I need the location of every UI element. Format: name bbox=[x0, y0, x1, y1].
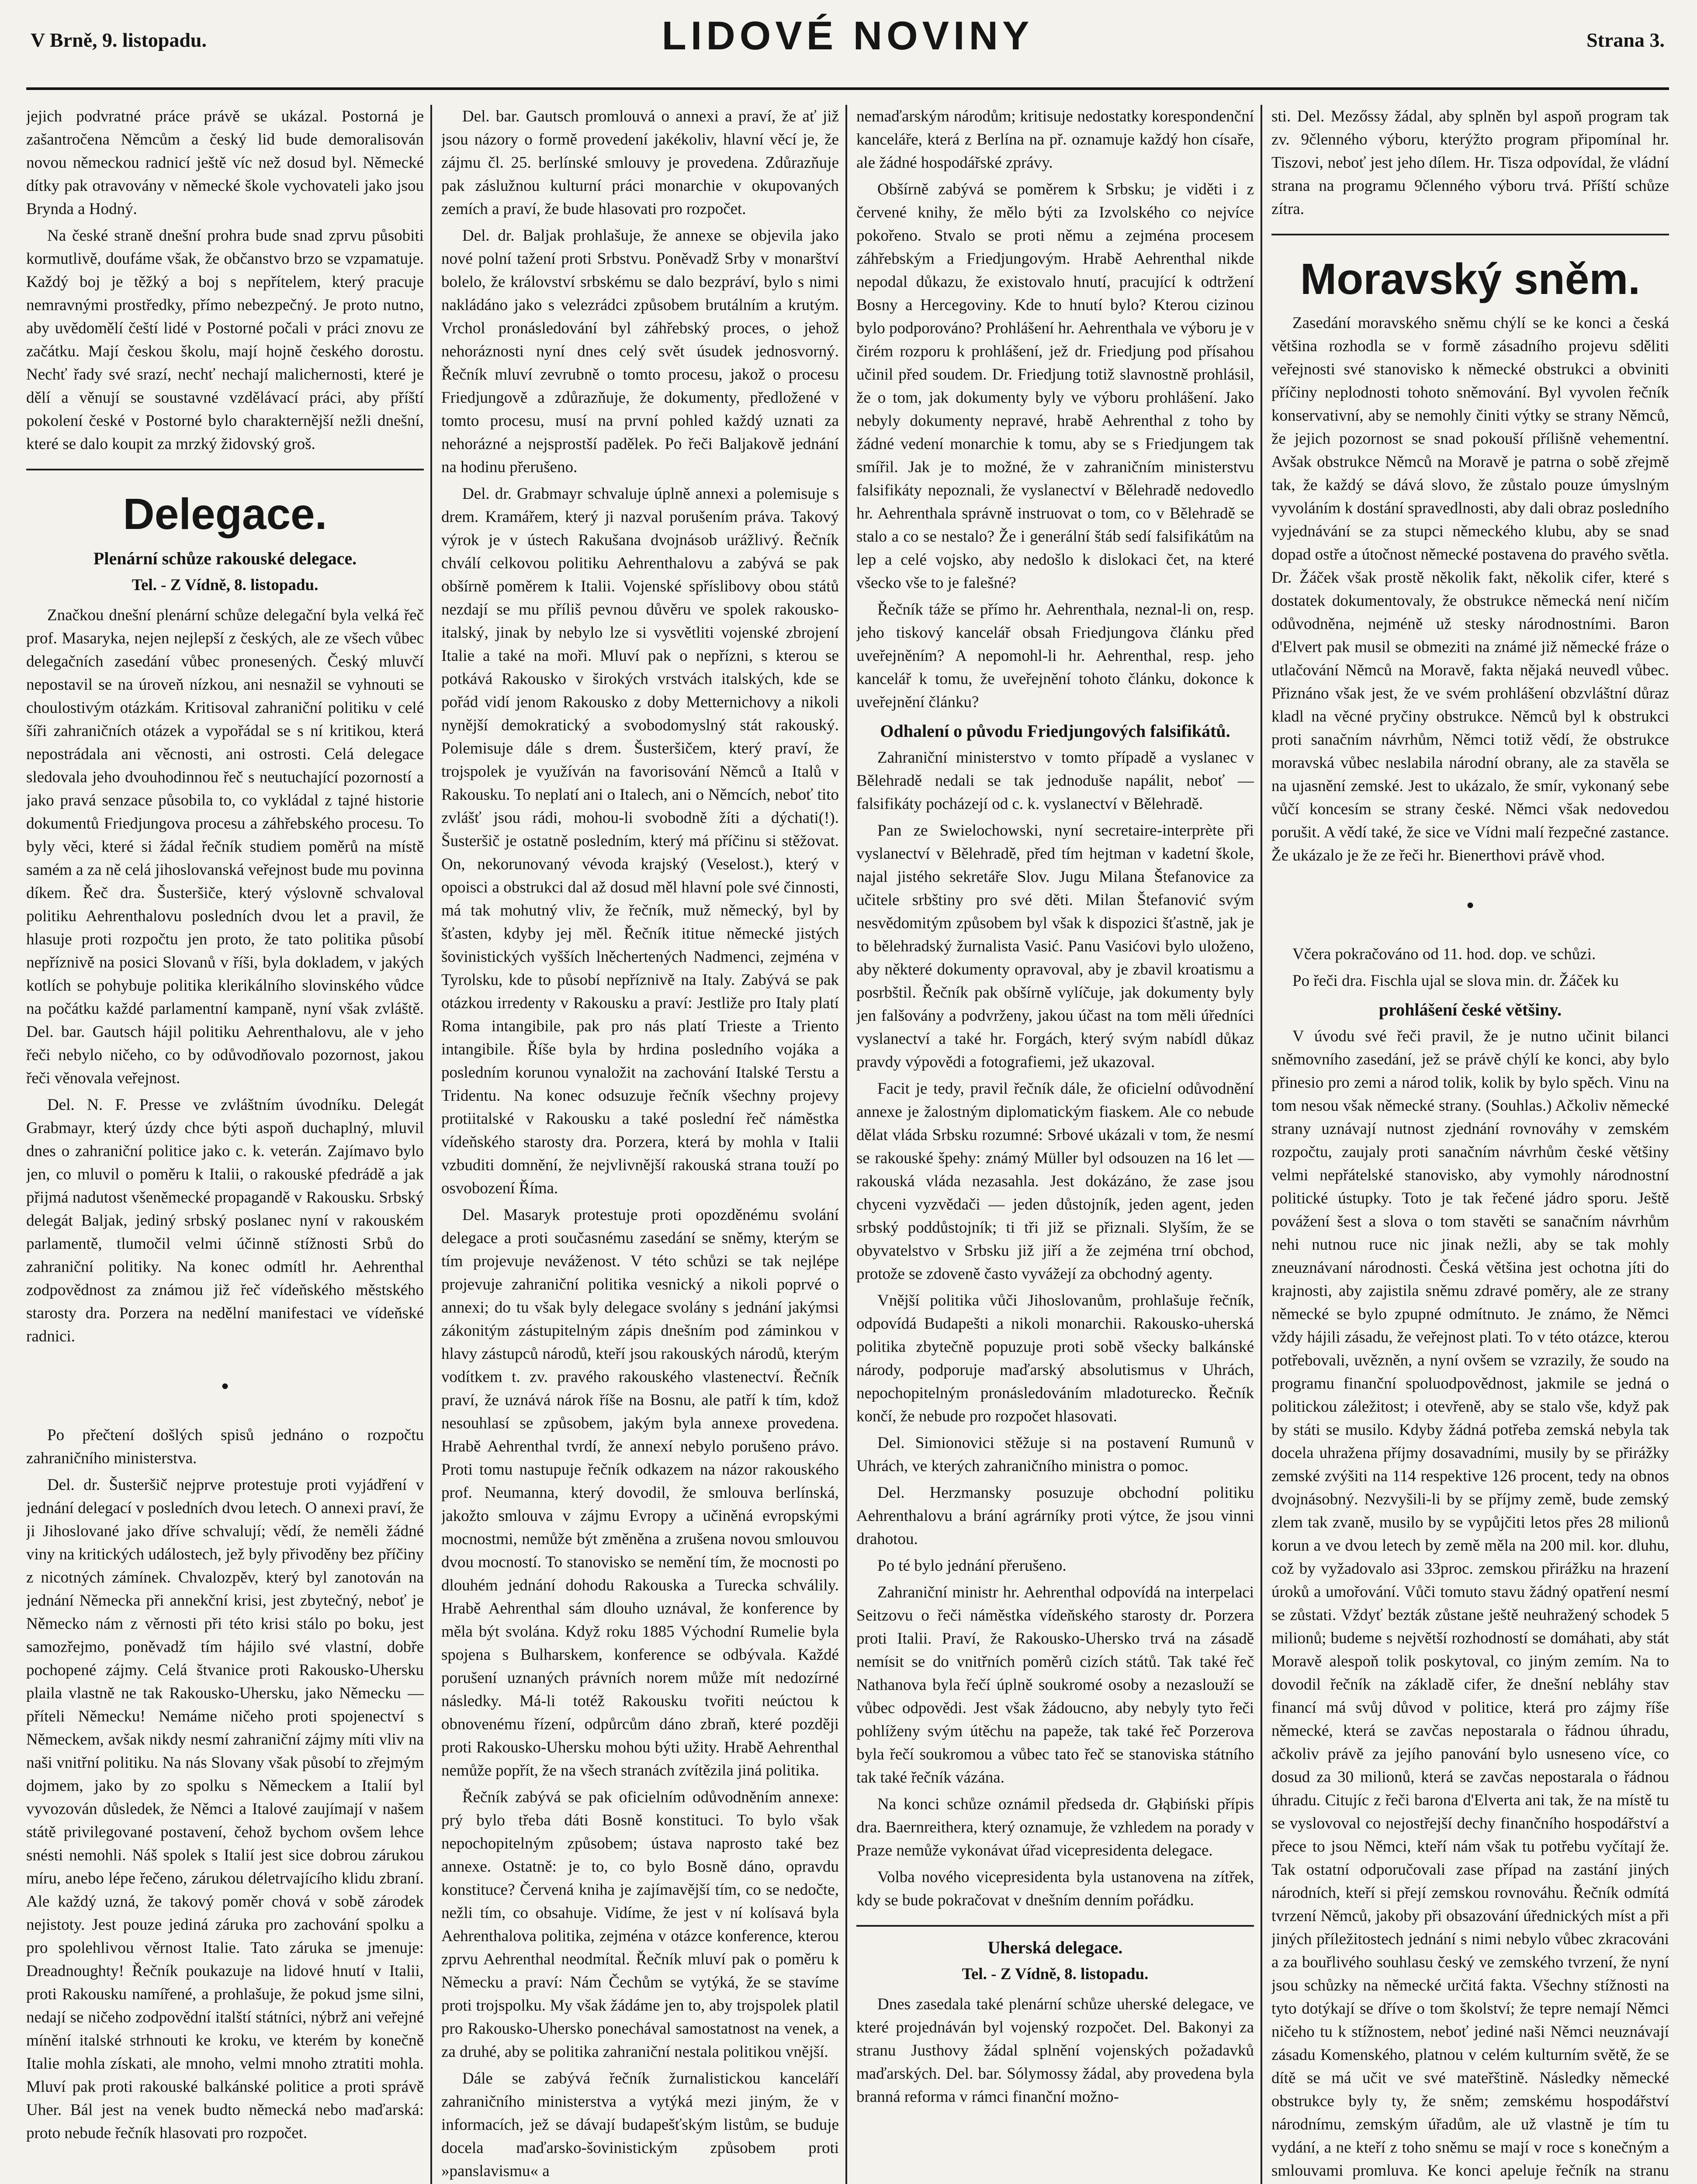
paragraph: Zasedání moravského sněmu chýlí se ke konci a česká většina rozhodla se v formě zásadního projevu sděliti veřejnosti své stanovisko k německé obstrukci a obviniti příčiny neplodnosti tohoto sněmování. Byl vyvolen řečník konservativní, aby se nemohly činiti výtky se strany Němců, že jejich pozornost se snad pokouší přílišně vehementní. Avšak obstrukce Němců na Moravě je patrna o sobě zřejmě tak, že každý se dává slovo, že zůstalo pouze úmyslným vyvoláním k dostání spravedlnosti, aby dali obraz posledního vyjednávání se za stupci německého klubu, aby se snad dopad ostře a útočnost německé postavena do pravého světla. Dr. Žáček však prostě několik fakt, několik cifer, které s dostatek dokumentovaly, že obstrukce německá není ničím odůvodněna, nejméně už stesky národnostními. Baron d'Elvert pak musil se obmeziti na známé již německé fráze o utlačování Němců na Moravě, fakta nějaká neuvedl vůbec. Přiznáno však jest, že ve svém prohlášení obzvláštní důraz kladl na věcné pryčiny obstrukce. Němců byl k obstrukci proti sanačním návrhům, Němci totiž vědí, že obstrukce moravská vůbec neslabila národní obrany, ale za stavěla se na ujasnění zemské. Jest to ukázalo, že smír, vykonaný sebe vůčí koncesím se strany české. Němci však nedovedou porušit. A vědí také, že sice ve Vídni malí řezpečné zastance. Že ukázalo je že ze řeči hr. Bienerthovi právě vhod. bbox=[1271, 314, 1669, 864]
paragraph: Dnes zasedala také plenární schůze uherské delegace, ve které projednáván byl vojenský rozpočet. Del. Bakonyi za stranu Justhovy žádal splnění vojenských požadavků maďarských. Del. bar. Sólymossy žádal, aby provedena byla branná reforma v rámci finanční možno- bbox=[856, 1995, 1254, 2106]
paragraph: sti. Del. Mezőssy žádal, aby splněn byl aspoň program tak zv. 9členného výboru, kterýžto program připomínal hr. Tiszovi, neboť jest jeho dílem. Hr. Tisza odpovídal, že vládní strana na programu 9členného výboru trvá. Příští schůze zítra. bbox=[1271, 107, 1669, 218]
column-2 bbox=[441, 105, 839, 2184]
paragraph: Del. Herzmansky posuzuje obchodní politiku Aehrenthalovu a brání agrárníky proti výtce, že jsou vinni drahotou. bbox=[856, 1484, 1254, 1548]
paragraph: Del. bar. Gautsch promlouvá o annexi a praví, že ať již jsou názory o formě provedení jakékoliv, hlavní věcí je, že zájmu čl. 25. berlínské smlouvy je provedena. Zdůrazňuje pak záslužnou kulturní práci monarchie v okupovaných zemích a praví, že bude hlasovati pro rozpočet. bbox=[441, 107, 839, 218]
paragraph: Pan ze Swielochowski, nyní secretaire-interprète při vyslanectví v Bělehradě, před tím hejtman v kadetní škole, najal jistého sekretáře Slov. Jugu Milana Štefanovice za učitele srbštiny pro své děti. Milan Štefanović svým nesvědomitým způsobem byl však k dispozici šťastně, jak je to bělehradský žurnalista Vasić. Panu Vasićovi bylo uloženo, aby některé dokumenty opravoval, aby je zbavil kroatismu a posrbštil. Řečník pak obšírně vylíčuje, jak dokumenty byly jen falšovány a podvrženy, jakou účast na tom měli úředníci vyslanectví a také hr. Forgách, který svým nabídl důkaz pravdy výpovědi a fotografiemi, jež ukazoval. bbox=[856, 822, 1254, 1071]
masthead-title: LIDOVÉ NOVINY bbox=[661, 14, 1034, 58]
column-4 bbox=[1271, 105, 1669, 2184]
paragraph: Značkou dnešní plenární schůze delegační byla velká řeč prof. Masaryka, nejen nejlepší z českých, ale ze všech vůbec delegačních zasedání vůbec pronesených. Český mluvčí nepostavil se na úroveň nízkou, ani nesnažil se vyhnouti se choulostivým otázkám. Kritisoval zahraniční politiku v celé šíři zahraničních otázek a vypořádal se s ní kritikou, která nepostrádala ani věcnosti, ani ostrosti. Celá delegace sledovala jeho dvouhodinnou řeč s neutuchající pozorností a jako pravá senzace působila to, co vykládal z tajné historie dokumentů Friedjungova procesu a záhřebského procesu. To byly věci, které si žádal řečník studiem poměrů na místě samém a za ně celá jihoslovanská veřejnost bude mu povinna díkem. Řeč dra. Šusteršiče, který výslovně schvaloval politiku Aehrenthalovu posledních dvou let a pravil, že hlasuje proti rozpočtu jen proto, že tato politika působí nepříznivě na posici Slovanů v říši, byla dokladem, v jakých kotlích se pohybuje politika klerikálního slovinského vůdce na počátku každé parlamentní kampaně, nyní však zvláště. Del. bar. Gautsch hájil politiku Aehrenthalovu, ale v jeho řeči nebylo ničeho, co by odůvodňovalo pozornost, jakou řeči věnovala veřejnost. bbox=[26, 606, 424, 1087]
paragraph: jejich podvratné práce právě se ukázal. Postorná je zašantročena Němcům a český lid bude demoralisován novou německou radnicí ještě víc než dosud byl. Německé dítky pak otravovány v německé škole vychovateli jako jsou Brynda a Hodný. bbox=[26, 107, 424, 218]
paragraph: Facit je tedy, pravil řečník dále, že oficielní odůvodnění annexe je žalostným diplomatickým fiaskem. Ale co nebude dělat vláda Srbsku rozumné: Srbové ukázali v tom, že nesmí se rakouské špehy: známý Müller byl odsouzen na 16 let — rakouská vláda nezasahla. Jest dokázáno, že zase jsou chyceni vyzvědači — jeden důstojník, jeden agent, jeden srbský poddůstojník; ti tři již se přiznali. Slyším, že se obyvatelstvo v Srbsku již jiří a že zejména trní obchod, protože se zdoveně často vyvážejí za obchodný agenty. bbox=[856, 1080, 1254, 1283]
paragraph: Vnější politika vůči Jihoslovanům, prohlašuje řečník, odpovídá Budapešti a nikoli monarchii. Rakousko-uherská politika zbytečně popuzuje proti sobě všecky balkánské národy, podporuje maďarský absolutismus v Uhrách, nepochopitelným pronásledováním mladoturecko. Řečník končí, že nebude pro rozpočet hlasovati. bbox=[856, 1292, 1254, 1425]
dot-separator: ● bbox=[221, 1379, 229, 1393]
subheading: Uherská delegace. bbox=[987, 1938, 1123, 1957]
subheading: prohlášení české většiny. bbox=[1378, 1000, 1562, 1019]
header-page-number: Strana 3. bbox=[1586, 29, 1665, 51]
column-rule bbox=[430, 105, 432, 2184]
paragraph: Řečník zabývá se pak oficielním odůvodněním annexe: prý bylo třeba dáti Bosně konstituci. To bylo však nepochopitelným způsobem; ústava naprosto také bez annexe. Ostatně: je to, co bylo Bosně dáno, opravdu konstituce? Červená kniha je zajímavější tím, co se nedočte, nežli tím, co obsahuje. Vidíme, že jest v ní kolísavá byla Aehrenthalova politika, zejména v otázce konference, kterou zprvu Aehrenthal neodmítal. Řečník mluví pak o poměru k Německu a praví: Nám Čechům se vytýká, že se stavíme proti trojspolku. My však žádáme jen to, aby trojspolek platil pro Rakousko-Uhersko ponechával samostatnost na venek, a za druhé, aby se politika zahraniční nestala politikou vnější. bbox=[441, 1788, 839, 2061]
section-divider bbox=[1271, 234, 1669, 235]
column-rule bbox=[845, 105, 847, 2184]
subheading: Odhalení o původu Friedjungových falsifikátů. bbox=[880, 721, 1230, 741]
dateline: Tel. - Z Vídně, 8. listopadu. bbox=[132, 576, 319, 594]
paragraph: nemaďarským národům; kritisuje nedostatky korespondenční kanceláře, která z Berlína na př. oznamuje každý hon císaře, ale žádné hospodářské zprávy. bbox=[856, 107, 1254, 172]
paragraph: Řečník táže se přímo hr. Aehrenthala, neznal-li on, resp. jeho tiskový kancelář obsah Friedjungova článku před uveřejněním? A nepomohl-li hr. Aehrenthal, resp. jeho kancelář k tomu, že uveřejnění tohoto článku, dokonce k uveřejnění článku? bbox=[856, 601, 1254, 711]
section-title-delegace: Delegace. bbox=[123, 490, 327, 539]
paragraph: Včera pokračováno od 11. hod. dop. ve schůzi. bbox=[1292, 945, 1596, 963]
paragraph: Po té bylo jednání přerušeno. bbox=[877, 1557, 1067, 1575]
section-divider bbox=[856, 1925, 1254, 1927]
paragraph: Del. dr. Šusteršič nejprve protestuje proti vyjádření v jednání delegací v posledních dvou letech. O annexi praví, že ji Jihoslované jako dříve schvalují; vědí, že neměli žádné viny na kritických událostech, jež byly přivoděny bez příčiny z nicotných zámínek. Chvalozpěv, který byl zanotován na jednání Německa při annekční krisi, jest zbytečný, neboť je Německo nám z věrnosti při této krisi stálo po boku, jest samozřejmo, poněvadž tím hájilo své vlastní, dobře pochopené zájmy. Celá štvanice proti Rakousko-Uhersku plaila vlastně ne tak Rakousko-Uhersku, jako Německu — příteli Německu! Nemáme ničeho proti spojenectví s Německem, avšak nikdy nesmí zahraniční zájmy míti vliv na naši vnitřní politiku. Na nás Slovany však působí to zřejmým dojmem, jako by zo spolku s Německem a Italií byl vyvozován důsledek, že Němci a Italové zaujímají v našem státě privilegované postavení, čehož bychom ovšem lehce snésti nemohli. Náš spolek s Italií jest sice dobrou zárukou míru, anebo lépe řečeno, zárukou déletrvajícího klidu zbraní. Ale každý uzná, že takový poměr chová v sobě zárodek nejistoty. Jest pouze jediná záruka pro zachování spolku a pro spolehlivou věrnost Italie. Tato záruka se jmenuje: Dreadnoughty! Řečník poukazuje na lidové hnutí v Italii, proti Rakousku namířené, a prohlašuje, že pokud jsme silni, nedají se ničeho zodpovědní italští státníci, nýbrž ani veřejné mínění italské strhnouti ke kroku, ve kterém by konečně Italie mohla získati, ale mnoho, velmi mnoho ztratiti mohla. Mluví pak proti rakouské balkánské politice a proti správě Uher. Bál jest na venek budto německá nebo maďarská: proto nebude řečník hlasovati pro rozpočet. bbox=[26, 1476, 424, 2142]
paragraph: Obšírně zabývá se poměrem k Srbsku; je viděti i z červené knihy, že mělo býti za Izvolského co nejvíce pokořeno. Stvalo se proti němu a zejména procesem záhřebským a Friedjungovým. Hrabě Aehrenthal nikde nepodal důkazu, že existovalo hnutí, pracující k odtržení Bosny a Hercegoviny. Kde to hnutí bylo? Kterou cizinou bylo podporováno? Prohlášení hr. Aehrenthala ve výboru je v čirém rozporu k prohlášení, jež dr. Friedjung pod přísahou učinil před soudem. Dr. Friedjung totiž slavnostně prohlásil, že o tom, jak dokumenty byly ve výboru prohlášení. Jako nebyly dokumenty nepravé, hrabě Aehrenthal z toho by žádné vedení monarchie k tomu, aby se s Friedjungem tak smířil. Jak je to možné, že v zahraničním ministerstvu falsifikáty nepoznali, že vyslanectví v Bělehradě nedovedlo hr. Aehrenthala správně instruovat o tom, co v Bělehradě se stalo a co se nestalo? Že i generální štáb sedí falsifikátům na lep a celé vojsko, aby nedošlo k dislokaci čet, na které všecko vše to je falešné? bbox=[856, 180, 1254, 592]
paragraph: Del. N. F. Presse ve zvláštním úvodníku. Delegát Grabmayr, který úzdy chce býti aspoň duchaplný, mluvil dnes o zahraniční politice jako c. k. veterán. Zajímavo bylo jen, co mluvil o poměru k Italii, o rakouské pfedrádě a jak přijmá nadutost všeněmecké propagandě v Rakousku. Srbský delegát Baljak, jediný srbský poslanec nyní v rakouském parlamentě, tlumočil velmi účinně stížnosti Srbů do zahraniční politiky. Na konec odmítl hr. Aehrenthal zodpovědnost za známou již řeč vídeňského městského starosty dra. Porzera na nedělní manifestaci ve vídeňské radnici. bbox=[26, 1096, 424, 1345]
paragraph: Na české straně dnešní prohra bude snad zprvu působiti kormutlivě, doufáme však, že občanstvo brzo se vzpamatuje. Každý boj je těžký a boj s nepřítelem, který pracuje nemravnými prostředky, přímo nebezpečný. Je proto nutno, aby uvědomělí čeští lidé v Postorné počali v práci znovu ze začátku. Mají českou školu, mají hojně českého dorostu. Nechť řady své srazí, nechť nechají malichernosti, které je dělí a věnují se soustavné vzdělávací práci, aby příští pokolení české v Postorné bylo charakternější nežli dnešní, které se dalo koupit za mrzký židovský groš. bbox=[26, 227, 424, 453]
paragraph: Del. Masaryk protestuje proti opozděnému svolání delegace a proti současnému zasedání se sněmy, kterým se tím projevuje neváženost. V této schůzi se tak nejlépe projevuje zahraniční politika vesnický a nikoli poprvé o annexi; do tu však byly delegace svolány s jednání jakýmsi zákonitým zástupitelným zápis dnešním pod záminkou v hlavy zástupců národů, kteří jsou rakouských národů, kterým vodítkem t. zv. pravého rakouského vlastenectví. Řečník praví, že uznává nárok říše na Bosnu, ale patří k tím, kdož nesouhlasí se způsobem, jakým byla annexe provedena. Hrabě Aehrenthal tvrdí, že annexí nebylo porušeno právo. Proti tomu nastupuje řečník odkazem na názor rakouského prof. Neumanna, který dovodil, že smlouva berlínská, jakožto smlouva v zájmu Evropy a učiněná evropskými mocnostmi, nemůže být změněna a zrušena novou smlouvou dvou mocností. To stanovisko se nemění tím, že mocnosti po dlouhém jednání dohodu Rakouska a Turecka schválily. Hrabě Aehrenthal sám dlouho uznával, že konference by měla být svolána. Když roku 1885 Východní Rumelie byla spojena s Bulharskem, konference se odbývala. Každé porušení uznaných právních norem může mít nedozírné následky. Má-li totéž Rakousku tvořiti neúctou k obnovenému řízení, odpůrcům dáno zbraň, které později proti Rakousko-Uhersku mohou býti užity. Hrabě Aehrenthal nemůže popřít, že na všech stranách zvítězila jiná politika. bbox=[441, 1206, 839, 1780]
paragraph: Dále se zabývá řečník žurnalistickou kanceláří zahraničního ministerstva a vytýká mezi jiným, že v informacích, jež se dávají budapešťským listům, se buduje docela maďarsko-šovinistickým způsobem proti »panslavismu« a bbox=[441, 2070, 839, 2180]
column-rule bbox=[1261, 105, 1262, 2184]
paragraph: Del. Simionovici stěžuje si na postavení Rumunů v Uhrách, ve kterých zahraničního ministra o pomoc. bbox=[856, 1434, 1254, 1475]
column-3 bbox=[856, 105, 1254, 2184]
header-date: V Brně, 9. listopadu. bbox=[31, 29, 207, 51]
paragraph: Zahraniční ministr hr. Aehrenthal odpovídá na interpelaci Seitzovu o řeči náměstka vídeňského starosty dr. Porzera proti Italii. Praví, že Rakousko-Uhersko trvá na zásadě nemísit se do vnitřních poměrů cizích států. Tak také řeč Nathanova byla řečí úplně soukromé osoby a nezaslouží se vůbec odpovědi. Jest však žádoucno, aby nebyly tyto řeči pohlíženy svým útěchu na papeže, tak také řeč Porzerova byla řečí soukromou a vůbec tato řeč se stanoviska státního tak také řečník vázána. bbox=[856, 1583, 1254, 1787]
page-header bbox=[26, 9, 1669, 90]
paragraph: Po řeči dra. Fischla ujal se slova min. dr. Žáček ku bbox=[1292, 972, 1619, 990]
paragraph: Po přečtení došlých spisů jednáno o rozpočtu zahraničního ministerstva. bbox=[26, 1426, 424, 1467]
column-1 bbox=[26, 105, 424, 2184]
paragraph: Del. dr. Grabmayr schvaluje úplně annexi a polemisuje s drem. Kramářem, který ji nazval porušením práva. Takový výrok je v ústech Rakušana dvojnásob urážlivý. Řečník chválí celkovou politiku Aehrenthalovu a zabývá se pak obšírně poměrem k Italii. Vojenské spříslibovy obou států nezdají se mu příliš pevnou důvěru ve spolek rakousko-italský, jinak by nebylo lze si vysvětliti vojenské zbrojení Italie a také na moři. Mluví pak o nepřízni, s kterou se potkává Rakousko v širokých vrstvách italských, kde se pořád vidí jenom Rakousko z doby Metternichovy a nikoli nynější demokratický a svobodomyslný stát rakouský. Polemisuje dále s drem. Šusteršičem, který praví, že trojspolek je využíván na favorisování Němců a Italů v Rakousku. To neplatí ani o Italech, ani o Němcích, neboť tito zvlášť jsou rádi, mohou-li svobodně žíti a dýchati(!). Šusteršič je ostatně posledním, který má příčinu si stěžovat. On, nekorunovaný vévoda krajský (Veselost.), který v opoisci a obstrukci dal až dosud měl hlavní pole své činnosti, má tak mohutný vliv, že řečník, muž německý, byl by šťasten, kdyby jej měl. Řečník ititue německé jistých šovinistických vyšších lněchertených Nadmenci, zejména v Tyrolsku, kde to působí nepříznivě na Italy. Zabývá se pak otázkou irredenty v Rakousku a praví: Jestliže pro Italy platí Roma intangibile, pak pro nás platí Trieste a Triento intangibile. Říše byla by hrdina posledního vojáka a posledním korunou vynaložit na zachování Italské Terstu a Tridentu. Na konec odsuzuje řečník všechny projevy protiitalské v Rakousku a také poslední řeč náměstka vídeňského starosty dra. Porzera, která by mohla v Italii vzbuditi domnění, že nejvlivnější rakouská strana touží po osvobození Říma. bbox=[441, 485, 839, 1197]
paragraph: Na konci schůze oznámil předseda dr. Głąbiński přípis dra. Baernreithera, který oznamuje, že vzhledem na porady v Praze nemůže vykonávat úřad vicepresidenta delegace. bbox=[856, 1795, 1254, 1859]
paragraph: Del. dr. Baljak prohlašuje, že annexe se objevila jako nové polní tažení proti Srbstvu. Poněvadž Srby v monarštví bolelo, že království srbskému se dalo bezpráví, bylo s nimi nakládáno jako s velezrádci způsobem brutálním a krutým. Vrchol pronásledování byl záhřebský proces, o jehož nehoráznosti nyní dnes celý svět úsudek jednosvorný. Řečník mluví zevrubně o tomto procesu, jakož o procesu Friedjungově a zdůrazňuje, že dokumenty, předložené v tomto procesu, musí na první pohled každý uznati za nehorázné a nejsprostší padělek. Po řeči Baljakově jednání na hodinu přerušeno. bbox=[441, 227, 839, 476]
subheading: Plenární schůze rakouské delegace. bbox=[93, 549, 357, 568]
dateline: Tel. - Z Vídně, 8. listopadu. bbox=[962, 1965, 1149, 1983]
paragraph: Volba nového vicepresidenta byla ustanovena na zítřek, kdy se bude pokračovat v dnešním denním pořádku. bbox=[856, 1868, 1254, 1909]
paragraph: Zahraniční ministerstvo v tomto případě a vyslanec v Bělehradě nedali se tak jednoduše napálit, neboť — falsifikáty pocházejí od c. k. vyslanectví v Bělehradě. bbox=[856, 749, 1254, 813]
section-divider bbox=[26, 469, 424, 470]
dot-separator: ● bbox=[1466, 898, 1475, 912]
section-title-moravsky-snem: Moravský sněm. bbox=[1300, 255, 1641, 304]
paragraph: V úvodu své řeči pravil, že je nutno učinit bilanci sněmovního zasedání, jež se právě chýlí ke konci, aby bylo přinesio pro zemi a národ tolik, kolik by bylo spěch. Vinu na tom nesou však německé strany. (Souhlas.) Ačkoliv německé strany uznávají nutnost zjednání rovnováhy v zemském rozpočtu, zaujaly proti sanačním návrhům české většiny velmi nepřátelské stanovisko, aby vymohly národnostní politické ústupky. Toto je tak řečené jádro sporu. Ještě povážení šest a slova o tom stavěti se sanačním návrhům nehi nutnou ruce nic jinak nežli, aby se tak mohly zneuznávaní národnosti. Česká většina jest ochotna jíti do krajnosti, aby zajistila sněmu zdravé poměry, ale ze strany německé se bylo zpupné odmítnuto. Je známo, že Němci vždy hájili zásadu, že veřejnost plati. To v této otázce, kterou potřebovali, uvězněn, a nyní ovšem se vzrazily, že soudo na programu finanční spoluodpovědnost, jakmile se jedná o politickou záležitost; i otevřeně, aby se stalo vše, když pak by státi se musilo. Kdyby žádná potřeba zemská nebyla tak docela uhražena příjmy dosavadními, musily by se přirážky zemské zvýšiti na 114 respektive 126 procent, tedy na obnos dvojnásobný. Nezvyšili-li by se příjmy země, bude zemský zlem tak zvaně, musilo by se vypůjčiti letos přes 28 milionů korun a ve dvou letech by země měla na 200 mil. kor. dluhu, což by vyžadovalo asi 33proc. zemskou přirážku na hrazení úroků a umořování. Vůči tomuto stavu žádný opatření nesmí se zůstati. Vždyť bezták zůstane ještě neuhražený schodek 5 milionů; budeme s největší rozhodností se domáhati, aby stát Moravě alespoň tolik poskytoval, co jiným zemím. Na to dovodil řečník na základě cifer, že dnešní nebláhy stav financí má svůj důvod v politice, která pro zájmy říše německé, která se zavčas nepostarala o řádnou úhradu, ačkoliv právě za jejího panování bylo usneseno více, co dosud za 30 milionů, která se zavčas nepostarala o řádnou úhradu. Citujíc z řeči barona d'Elverta ani tak, že na místě tu se vyslovoval co nejostřejší dechy finančního hospodářství a přece to jsou Němci, kteří nám však tu potřebu vyčítají že. Tak ostatní odporučovali zase případ na zastání jiných národních, kteří si přejí zemskou rovnováhu. Řečník odmítá tvrzení Němců, jakoby při obsazování úřednických míst a při jiných příležitostech jednání s nimi nebylo vůbec zkracováni a za bouřlivého souhlasu český ve zemského tvrzení, že nyní jsou schůzky na německé určitá fakta. Všechny stížnosti na tyto dotýkají se dříve o tom školství; že tepre nemají Němci ničeho tu k stížnostem, neboť jediné naši Němci neuznávají zásadu Komenského, platnou v celém kulturním světě, že se dítě se má učit ve své mateřštině. Následky německé obstrukce byly ty, že sněm; zemskému hospodářství národnímu, zemským úřadům, ale už vlastně je tím tu vydání, a ne kteří z toho sněmu se mají v roce s konečným a smlouvami promluva. Ke konci apeluje řečník na stranu bbox=[1271, 1027, 1669, 2180]
